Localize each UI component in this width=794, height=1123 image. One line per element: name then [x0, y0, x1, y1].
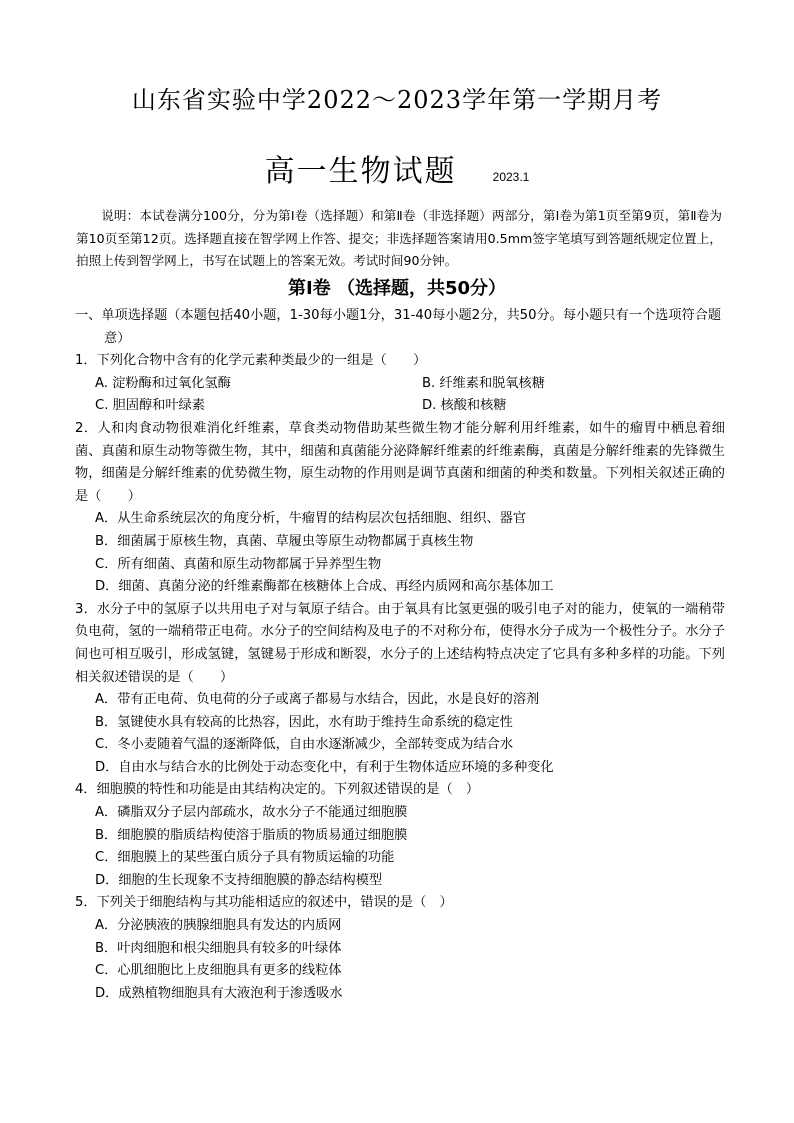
question-stem: 4．细胞膜的特性和功能是由其结构决定的。下列叙述错误的是（ ）: [75, 782, 480, 798]
exam-title: 山东省实验中学2022～2023学年第一学期月考: [131, 86, 663, 114]
part-heading: 一、单项选择题（本题包括40小题，1-30每小题1分，31-40每小题2分，共50分。每小题只有一个选项符合题意）: [75, 308, 722, 346]
option-a: A．分泌胰液的胰腺细胞具有发达的内质网: [95, 918, 342, 934]
option-c: C．冬小麦随着气温的逐渐降低，自由水逐渐减少，全部转变成为结合水: [95, 737, 514, 753]
option-d: D. 核酸和核糖: [422, 398, 507, 414]
section-heading: 第Ⅰ卷 （选择题，共50分）: [287, 278, 506, 299]
option-c: C．心肌细胞比上皮细胞具有更多的线粒体: [95, 963, 342, 979]
question-4: [75, 779, 725, 892]
question-stem: 1．下列化合物中含有的化学元素种类最少的一组是（ ）: [75, 353, 427, 369]
option-b: B．氢键使水具有较高的比热容，因此，水有助于维持生命系统的稳定性: [95, 714, 513, 730]
option-group: [75, 915, 725, 1005]
subject-row: [0, 146, 794, 190]
option-group: [75, 508, 725, 598]
option-d: D．细菌、真菌分泌的纤维素酶都在核糖体上合成、再经内质网和高尔基体加工: [95, 579, 554, 595]
question-stem: 5．下列关于细胞结构与其功能相适应的叙述中，错误的是（ ）: [75, 895, 453, 911]
option-b: B．细胞膜的脂质结构使溶于脂质的物质易通过细胞膜: [95, 827, 408, 843]
question-stem: 2．人和肉食动物很难消化纤维素，草食类动物借助某些微生物才能分解利用纤维素，如牛的瘤胃中栖息着细菌、真菌和原生动物等微生物，其中，细菌和真菌能分泌降解纤维素的纤维素酶，真菌是分解纤维素的先锋微生物，细菌是分解纤维素的优势微生物，原生动物的作用则是调节真菌和细菌的种类和数量。下列相关叙述正确的是（ ）: [75, 420, 725, 504]
option-d: D．自由水与结合水的比例处于动态变化中，有利于生物体适应环境的多种变化: [95, 759, 554, 775]
option-a: A．磷脂双分子层内部疏水，故水分子不能通过细胞膜: [95, 805, 408, 821]
exam-date: 2023.1: [492, 169, 530, 184]
option-a: A．从生命系统层次的角度分析，牛瘤胃的结构层次包括细胞、组织、器官: [95, 511, 527, 527]
option-c: C．细胞膜上的某些蛋白质分子具有物质运输的功能: [95, 850, 395, 866]
option-a: A. 淀粉酶和过氧化氢酶: [95, 375, 231, 391]
question-5: [75, 892, 725, 1005]
exam-instructions: 说明：本试卷满分100分，分为第Ⅰ卷（选择题）和第Ⅱ卷（非选择题）两部分，第Ⅰ卷为第1页至第9页，第Ⅱ卷为第10页至第12页。选择题直接在智学网上作答、提交；非选择题答案请用0.5mm签字笔填写到答题纸规定位置上，拍照上传到智学网上，书写在试题上的答案无效。考试时间90分钟。: [76, 208, 722, 268]
option-b: B. 纤维素和脱氧核糖: [422, 375, 545, 391]
option-group: [75, 689, 725, 779]
option-d: D．细胞的生长现象不支持细胞膜的静态结构模型: [95, 872, 383, 888]
question-1: [75, 350, 725, 418]
question-3: [75, 599, 725, 780]
question-2: [75, 418, 725, 599]
option-d: D．成熟植物细胞具有大液泡利于渗透吸水: [95, 985, 343, 1001]
option-c: C．所有细菌、真菌和原生动物都属于异养型生物: [95, 556, 382, 572]
option-group: [75, 373, 725, 418]
question-body: [75, 305, 725, 1005]
option-b: B．叶肉细胞和根尖细胞具有较多的叶绿体: [95, 940, 342, 956]
option-group: [75, 802, 725, 892]
option-c: C. 胆固醇和叶绿素: [95, 398, 205, 414]
option-a: A．带有正电荷、负电荷的分子或离子都易与水结合，因此，水是良好的溶剂: [95, 692, 540, 708]
option-b: B．细菌属于原核生物，真菌、草履虫等原生动物都属于真核生物: [95, 533, 474, 549]
subject-title: 高一生物试题: [264, 154, 457, 189]
question-stem: 3．水分子中的氢原子以共用电子对与氧原子结合。由于氧具有比氢更强的吸引电子对的能力，使氧的一端稍带负电荷，氢的一端稍带正电荷。水分子的空间结构及电子的不对称分布，使得水分子成为一个极性分子。水分子间也可相互吸引，形成氢键，氢键易于形成和断裂，水分子的上述结构特点决定了它具有多种多样的功能。下列相关叙述错误的是（ ）: [75, 601, 725, 685]
